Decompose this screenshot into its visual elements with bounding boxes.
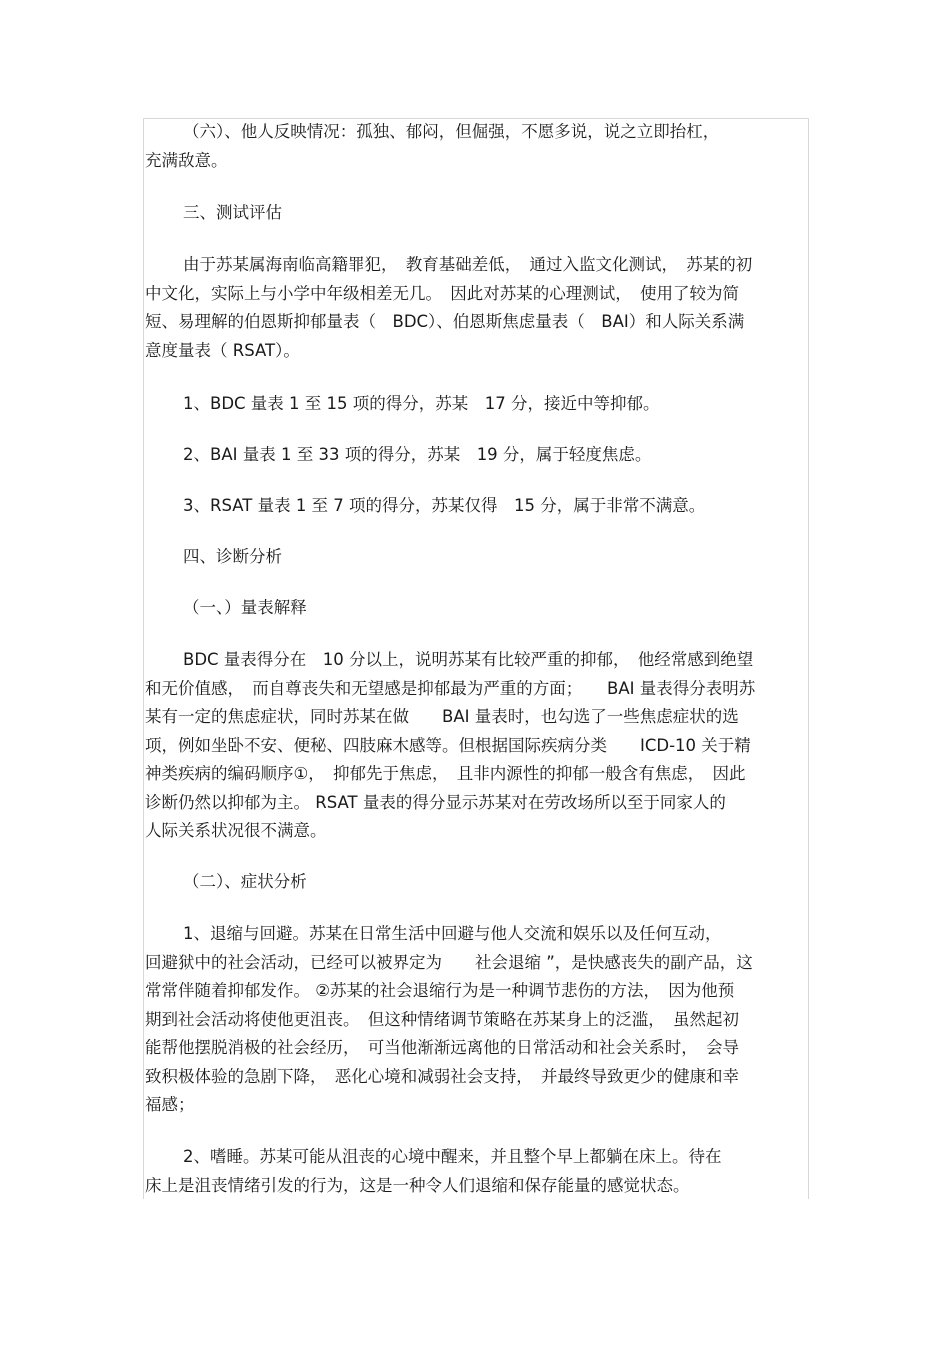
paragraph-line: 1、BDC 量表 1 至 15 项的得分，苏某 17 分，接近中等抑郁。 (183, 394, 660, 413)
section-heading-line: （一、）量表解释 (183, 598, 307, 617)
paragraph-line: 期到社会活动将使他更沮丧。 但这种情绪调节策略在苏某身上的泛滥， 虽然起初 (145, 1009, 739, 1029)
paragraph-line: 由于苏某属海南临高籍罪犯， 教育基础差低， 通过入监文化测试， 苏某的初 (183, 255, 753, 274)
paragraph-line: 诊断仍然以抑郁为主。 RSAT 量表的得分显示苏某对在劳改场所以至于同家人的 (145, 792, 726, 812)
paragraph-line: 福感； (145, 1095, 195, 1114)
paragraph-line: 和无价值感， 而自尊丧失和无望感是抑郁最为严重的方面； BAI 量表得分表明苏 (145, 678, 756, 698)
paragraph-line: 短、易理解的伯恩斯抑郁量表（ BDC）、伯恩斯焦虑量表（ BAI）和人际关系满 (145, 312, 745, 331)
section-heading-line: （二）、症状分析 (183, 872, 307, 891)
paragraph-line: 床上是沮丧情绪引发的行为，这是一种令人们退缩和保存能量的感觉状态。 (145, 1175, 690, 1195)
paragraph-line: 人际关系状况很不满意。 (145, 821, 327, 840)
paragraph-line: 中文化，实际上与小学中年级相差无几。 因此对苏某的心理测试， 使用了较为简 (145, 283, 739, 303)
paragraph-line: 致积极体验的急剧下降， 恶化心境和减弱社会支持， 并最终导致更少的健康和幸 (145, 1066, 739, 1086)
paragraph-line: 1、退缩与回避。苏某在日常生活中回避与他人交流和娱乐以及任何互动， (183, 924, 722, 943)
paragraph-line: 神类疾病的编码顺序①， 抑郁先于焦虑， 且非内源性的抑郁一般含有焦虑， 因此 (145, 764, 746, 783)
paragraph-line: 某有一定的焦虑症状，同时苏某在做 BAI 量表时，也勾选了一些焦虑症状的选 (145, 707, 739, 726)
paragraph-line: （六）、他人反映情况：孤独、郁闷，但倔强，不愿多说，说之立即抬杠， (183, 122, 720, 141)
paragraph-line: 意度量表（ RSAT）。 (145, 340, 300, 360)
paragraph-line: 2、嗜睡。苏某可能从沮丧的心境中醒来，并且整个早上都躺在床上。待在 (183, 1147, 722, 1166)
paragraph-line: 3、RSAT 量表 1 至 7 项的得分，苏某仅得 15 分，属于非常不满意。 (183, 496, 706, 515)
paragraph-line: 常常伴随着抑郁发作。 ②苏某的社会退缩行为是一种调节悲伤的方法， 因为他预 (145, 981, 735, 1000)
paragraph-line: BDC 量表得分在 10 分以上，说明苏某有比较严重的抑郁， 他经常感到绝望 (183, 650, 754, 669)
paragraph-line: 能帮他摆脱消极的社会经历， 可当他渐渐远离他的日常活动和社会关系时， 会导 (145, 1038, 739, 1057)
paragraph-line: 项，例如坐卧不安、便秘、四肢麻木感等。但根据国际疾病分类 ICD-10 关于精 (145, 735, 751, 755)
section-heading-line: 三、测试评估 (183, 203, 282, 222)
paragraph-line: 回避狱中的社会活动，已经可以被界定为 社会退缩 ”，是快感丧失的副产品，这 (145, 952, 753, 972)
paragraph-line: 充满敌意。 (145, 150, 228, 170)
section-heading-line: 四、诊断分析 (183, 547, 282, 566)
paragraph-line: 2、BAI 量表 1 至 33 项的得分，苏某 19 分，属于轻度焦虑。 (183, 445, 652, 464)
